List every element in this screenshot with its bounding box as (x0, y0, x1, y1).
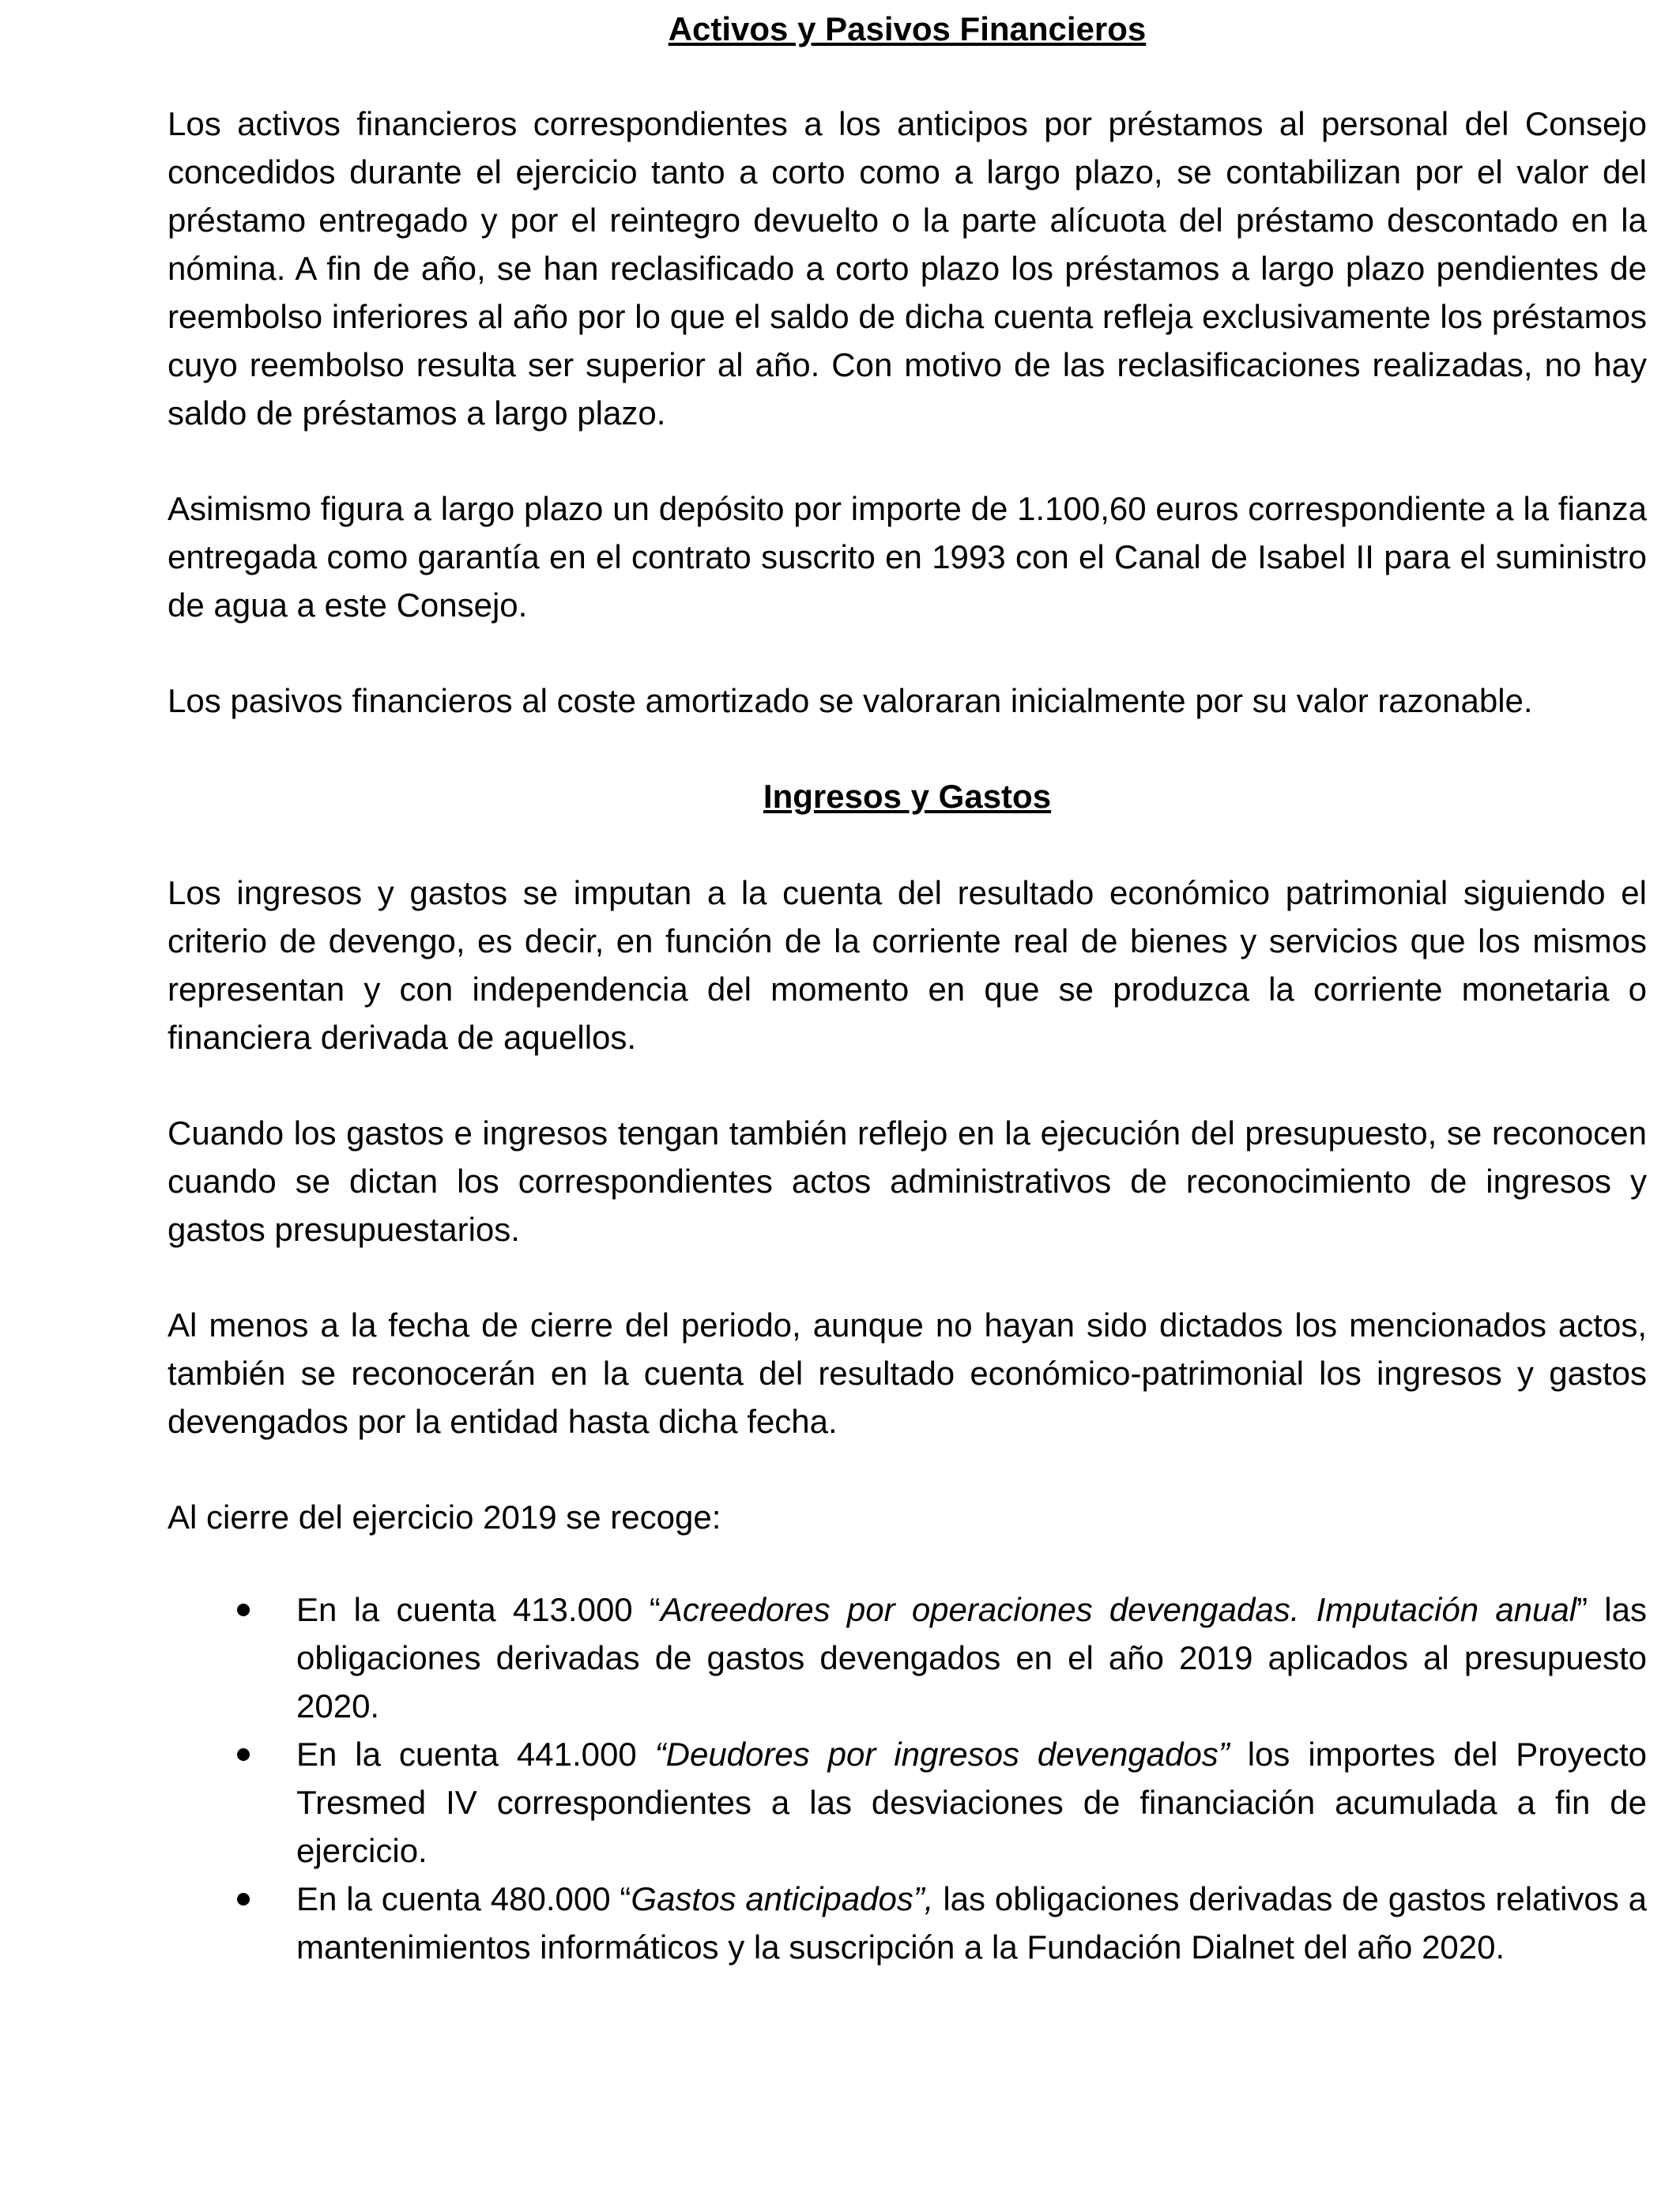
paragraph-cierre-ejercicio: Al cierre del ejercicio 2019 se recoge: (168, 1498, 721, 1536)
paragraph-ejecucion-presupuesto: Cuando los gastos e ingresos tengan también reflejo en la ejecución del presupuesto, se reconocen cuando se dictan los correspondientes actos administrativos de reconocimiento de ingresos y gastos presupuestarios. (168, 1114, 1647, 1248)
bullet-suffix: los importes del Proyecto Tresmed IV correspondientes a las desviaciones de financiación acumulada a fin de ejercicio. (296, 1736, 1647, 1869)
bullet-prefix: En la cuenta 441.000 (296, 1736, 655, 1773)
list-item (168, 1875, 1647, 1971)
document-page (168, 0, 1647, 1971)
paragraph-criterio-devengo: Los ingresos y gastos se imputan a la cuenta del resultado económico patrimonial siguiendo el criterio de devengo, es decir, en función de la corriente real de bienes y servicios que los mismos representan y con independencia del momento en que se produzca la corriente monetaria o financiera derivada de aquellos. (168, 874, 1647, 1056)
bullet-suffix: las obligaciones derivadas de gastos relativos a mantenimientos informáticos y la suscripción a la Fundación Dialnet del año 2020. (296, 1880, 1647, 1966)
bullet-suffix: ” las obligaciones derivadas de gastos devengados en el año 2019 aplicados al presupuesto 2020. (296, 1591, 1647, 1725)
bullet-prefix: En la cuenta 480.000 “ (296, 1880, 631, 1917)
section-title-activos-pasivos: Activos y Pasivos Financieros (668, 10, 1147, 47)
list-item (168, 1585, 1647, 1730)
bullet-icon (237, 1748, 250, 1761)
bullet-list-cuentas (168, 1585, 1647, 1971)
section-title-ingresos-gastos: Ingresos y Gastos (763, 778, 1052, 815)
bullet-icon (237, 1893, 250, 1906)
bullet-icon (237, 1604, 250, 1616)
bullet-italic-account-name: Gastos anticipados”, (631, 1880, 934, 1917)
bullet-italic-account-name: “Deudores por ingresos devengados” (654, 1736, 1230, 1773)
paragraph-fecha-cierre: Al menos a la fecha de cierre del periodo, aunque no hayan sido dictados los mencionados actos, también se reconocerán en la cuenta del resultado económico-patrimonial los ingresos y gastos devengados por la entidad hasta dicha fecha. (168, 1306, 1647, 1440)
list-item (168, 1730, 1647, 1875)
bullet-italic-account-name: Acreedores por operaciones devengadas. Imputación anual (660, 1591, 1577, 1628)
paragraph-prestamos-personal: Los activos financieros correspondientes a los anticipos por préstamos al personal del Consejo concedidos durante el ejercicio tanto a corto como a largo plazo, se contabilizan por el valor del préstamo entregado y por el reintegro devuelto o la parte alícuota del préstamo descontado en la nómina. A fin de año, se han reclasificado a corto plazo los préstamos a largo plazo pendientes de reembolso inferiores al año por lo que el saldo de dicha cuenta refleja exclusivamente los préstamos cuyo reembolso resulta ser superior al año. Con motivo de las reclasificaciones realizadas, no hay saldo de préstamos a largo plazo. (168, 105, 1647, 432)
paragraph-deposito-fianza: Asimismo figura a largo plazo un depósito por importe de 1.100,60 euros correspondiente a la fianza entregada como garantía en el contrato suscrito en 1993 con el Canal de Isabel II para el suministro de agua a este Consejo. (168, 490, 1647, 624)
bullet-prefix: En la cuenta 413.000 “ (296, 1591, 661, 1628)
paragraph-pasivos-financieros: Los pasivos financieros al coste amortizado se valoraran inicialmente por su valor razonable. (168, 682, 1533, 719)
